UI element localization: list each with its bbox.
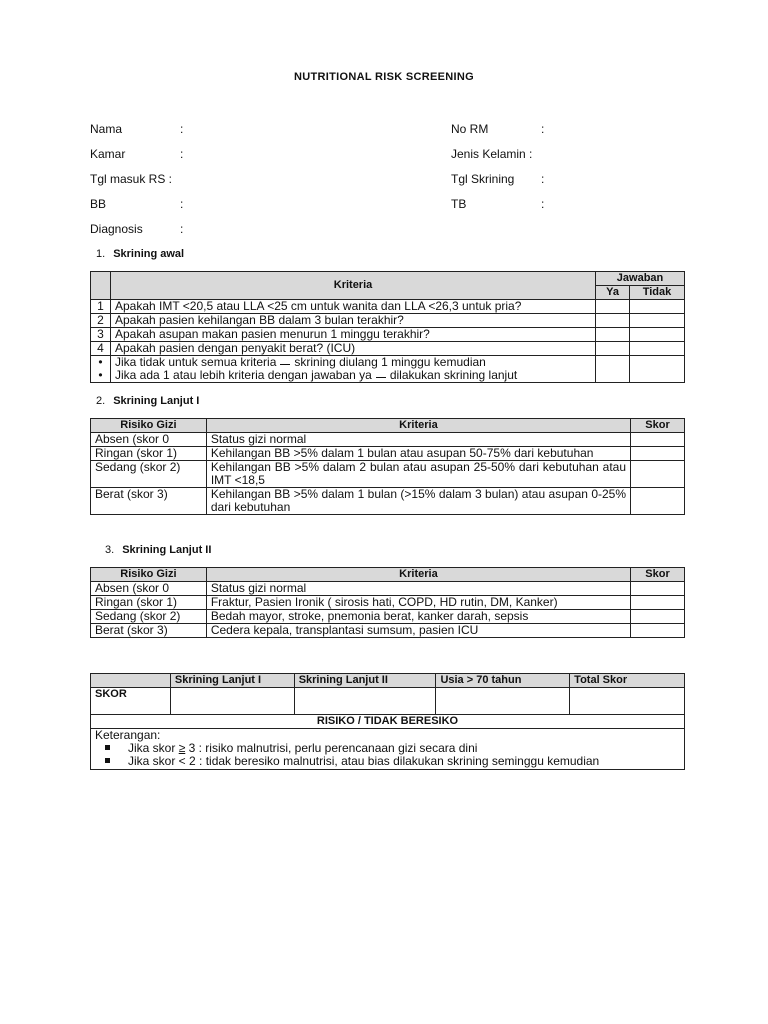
table-row: 1 Apakah IMT <20,5 atau LLA <25 cm untuk wanita dan LLA <26,3 untuk pria? (91, 300, 685, 314)
table-row: Sedang (skor 2) Kehilangan BB >5% dalam 2 bulan atau asupan 25-50% dari kebutuhan atau IMT <18,5 (91, 461, 685, 488)
header-tidak: Tidak (630, 286, 685, 300)
table-row: Ringan (skor 1) Fraktur, Pasien Ironik ( sirosis hati, COPD, HD rutin, DM, Kanker) (91, 596, 685, 610)
header-ya: Ya (596, 286, 630, 300)
answer-cell-tidak[interactable] (630, 314, 685, 328)
skor-cell[interactable] (631, 488, 685, 515)
answer-cell-ya[interactable] (596, 300, 630, 314)
field-nama: Nama : (90, 122, 184, 136)
field-diagnosis: Diagnosis : (90, 222, 184, 236)
table-row: Ringan (skor 1) Kehilangan BB >5% dalam 1 bulan atau asupan 50-75% dari kebutuhan (91, 447, 685, 461)
skrining-awal-table (90, 271, 685, 383)
bullet-icon (105, 758, 110, 763)
answer-cell-tidak[interactable] (630, 300, 685, 314)
field-tgl-skrining: Tgl Skrining : (451, 172, 545, 186)
arrow-icon (280, 361, 290, 365)
skor-cell[interactable] (631, 447, 685, 461)
table-row: Absen (skor 0 Status gizi normal (91, 433, 685, 447)
field-jenis-kelamin: Jenis Kelamin : (451, 147, 533, 161)
note-line: Jika tidak untuk semua kriteria skrining diulang 1 minggu kemudian (114, 355, 486, 369)
skor-cell[interactable] (631, 624, 685, 638)
table-row: Berat (skor 3) Cedera kepala, transplantasi sumsum, pasien ICU (91, 624, 685, 638)
field-no-rm: No RM : (451, 122, 545, 136)
skrining-lanjut-2-table (90, 567, 685, 638)
table-row: Sedang (skor 2) Bedah mayor, stroke, pnemonia berat, kanker darah, sepsis (91, 610, 685, 624)
answer-cell-ya[interactable] (596, 314, 630, 328)
risiko-row: RISIKO / TIDAK BERESIKO (91, 715, 685, 729)
table-row: Absen (skor 0 Status gizi normal (91, 582, 685, 596)
keterangan-list (95, 742, 680, 768)
skor-lanjut-1-cell[interactable] (170, 688, 294, 715)
header-kriteria: Kriteria (110, 272, 595, 300)
answer-cell-tidak[interactable] (630, 342, 685, 356)
table-header-row: Risiko Gizi Kriteria Skor (91, 568, 685, 582)
list-item: Jika skor ≥ 3 : risiko malnutrisi, perlu perencanaan gizi secara dini (105, 742, 680, 755)
section-3-heading: 3. Skrining Lanjut II (105, 544, 212, 556)
answer-cell-tidak[interactable] (630, 328, 685, 342)
table-row: 3 Apakah asupan makan pasien menurun 1 minggu terakhir? (91, 328, 685, 342)
table-row: 4 Apakah pasien dengan penyakit berat? (ICU) (91, 342, 685, 356)
field-bb: BB : (90, 197, 184, 211)
answer-cell-ya[interactable] (596, 328, 630, 342)
note-line: Jika ada 1 atau lebih kriteria dengan jawaban ya dilakukan skrining lanjut (114, 368, 518, 382)
bullet-icon (105, 745, 110, 750)
field-tb: TB : (451, 197, 545, 211)
skor-lanjut-2-cell[interactable] (294, 688, 436, 715)
skor-cell[interactable] (631, 582, 685, 596)
skor-row: SKOR (91, 688, 685, 715)
table-header-row: Skrining Lanjut I Skrining Lanjut II Usia > 70 tahun Total Skor (91, 674, 685, 688)
document-title: NUTRITIONAL RISK SCREENING (294, 71, 474, 83)
header-jawaban: Jawaban (596, 272, 685, 286)
total-skor-cell[interactable] (570, 688, 685, 715)
table-row: Berat (skor 3) Kehilangan BB >5% dalam 1 bulan (>15% dalam 3 bulan) atau asupan 0-25% dari kebutuhan (91, 488, 685, 515)
field-tgl-masuk: Tgl masuk RS : (90, 172, 173, 186)
section-2-heading: 2. Skrining Lanjut I (96, 395, 200, 407)
keterangan-row: Keterangan: Jika skor ≥ 3 : risiko malnutrisi, perlu perencanaan gizi secara dini Jika skor < 2 : tidak beresiko malnutrisi, atau bias dilakukan skrining seminggu kemudian (91, 729, 685, 770)
skor-cell[interactable] (631, 596, 685, 610)
skor-cell[interactable] (631, 433, 685, 447)
skrining-lanjut-1-table (90, 418, 685, 515)
skor-usia-cell[interactable] (436, 688, 570, 715)
field-kamar: Kamar : (90, 147, 184, 161)
table-header-row: Risiko Gizi Kriteria Skor (91, 419, 685, 433)
summary-table (90, 673, 685, 770)
section-1-heading: 1. Skrining awal (96, 248, 185, 260)
table-row: 2 Apakah pasien kehilangan BB dalam 3 bulan terakhir? (91, 314, 685, 328)
skor-cell[interactable] (631, 461, 685, 488)
list-item: Jika skor < 2 : tidak beresiko malnutrisi, atau bias dilakukan skrining seminggu kemudian (105, 755, 680, 768)
arrow-icon (376, 374, 386, 378)
answer-cell-ya[interactable] (596, 342, 630, 356)
skor-cell[interactable] (631, 610, 685, 624)
notes-row: • • Jika tidak untuk semua kriteria skrining diulang 1 minggu kemudian Jika ada 1 atau lebih kriteria dengan jawaban ya dilakukan skrining lanjut (91, 356, 685, 383)
table-header-row (91, 272, 685, 286)
